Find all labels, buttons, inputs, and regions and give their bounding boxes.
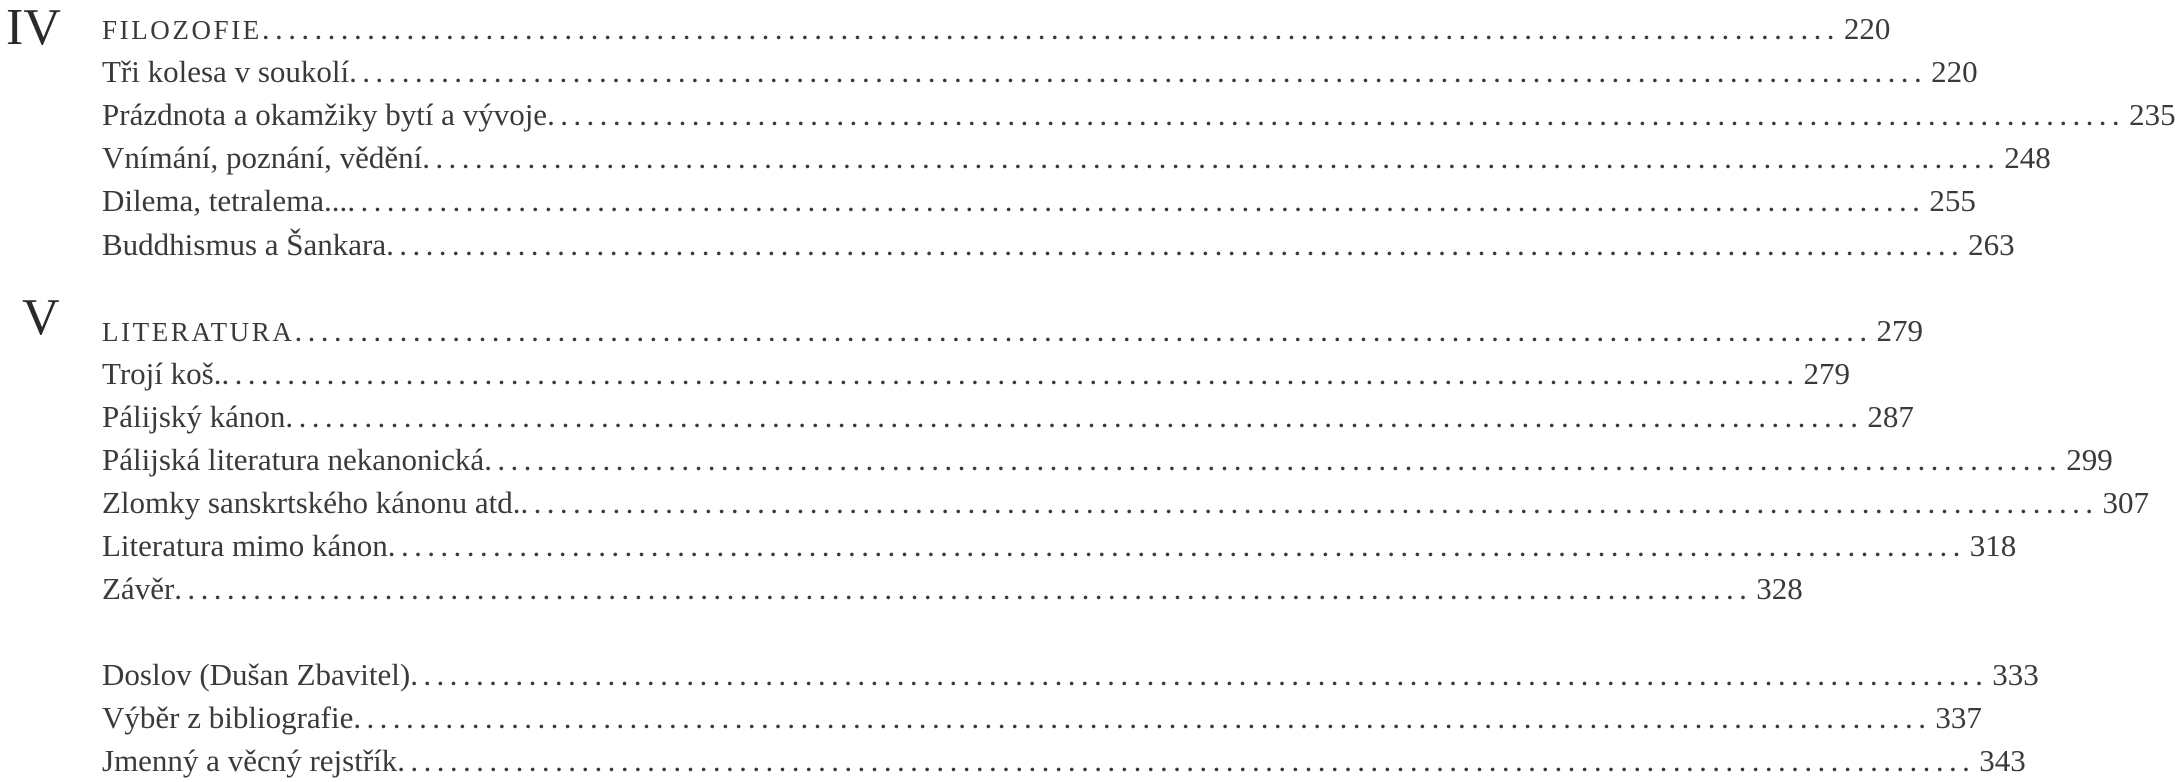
toc-entry[interactable] bbox=[102, 137, 2051, 179]
dot-leader: ........................................................................................................................ bbox=[484, 442, 2063, 477]
toc-entry[interactable] bbox=[102, 568, 1803, 610]
toc-entry-title: Závěr bbox=[102, 571, 175, 606]
toc-entry-page: 235 bbox=[2129, 97, 2176, 132]
dot-leader: ........................................................................................................................ bbox=[547, 97, 2126, 132]
toc-entry-page: 220 bbox=[1843, 11, 1891, 46]
toc-entry-page: 307 bbox=[2102, 485, 2149, 520]
toc-entry-page: 263 bbox=[1968, 227, 2015, 262]
part-numeral-v: V bbox=[22, 289, 60, 346]
toc-entry-title: Jmenný a věcný rejstřík bbox=[102, 743, 398, 778]
dot-leader: ........................................................................................................................ bbox=[221, 356, 1800, 391]
toc-entry-page: 220 bbox=[1931, 54, 1978, 89]
toc-entry-title: FILOZOFIE bbox=[102, 15, 262, 45]
toc-entry-page: 333 bbox=[1992, 657, 2039, 692]
dot-leader: ........................................................................................................................ bbox=[410, 657, 1989, 692]
dot-leader: ........................................................................................................................ bbox=[347, 183, 1926, 218]
toc-entry-title: Pálijská literatura nekanonická bbox=[102, 442, 485, 477]
toc-entry[interactable] bbox=[102, 310, 1923, 352]
toc-entry[interactable] bbox=[102, 525, 2017, 567]
toc-entry-title: Zlomky sanskrtského kánonu atd. bbox=[102, 485, 521, 520]
toc-entry-title: Výběr z bibliografie bbox=[102, 700, 354, 735]
toc-entry-page: 337 bbox=[1935, 700, 1982, 735]
toc-entry-title: Trojí koš. bbox=[102, 356, 222, 391]
toc-entry-page: 343 bbox=[1979, 743, 2026, 778]
toc-entry-page: 287 bbox=[1867, 399, 1914, 434]
part-numeral-iv: IV bbox=[6, 0, 61, 56]
toc-entry[interactable] bbox=[102, 697, 1982, 739]
dot-leader: ........................................................................................................................ bbox=[387, 528, 1966, 563]
toc-entry-page: 318 bbox=[1969, 528, 2017, 563]
toc-entry-title: Buddhismus a Šankara bbox=[102, 227, 387, 262]
dot-leader: ........................................................................................................................ bbox=[174, 571, 1753, 606]
dot-leader: ........................................................................................................................ bbox=[386, 227, 1965, 262]
dot-leader: ........................................................................................................................ bbox=[520, 485, 2099, 520]
toc-entry-title: Tři kolesa v soukolí bbox=[102, 54, 350, 89]
toc-entry-page: 299 bbox=[2066, 442, 2113, 477]
toc-entry[interactable] bbox=[102, 482, 2149, 524]
toc-entry[interactable] bbox=[102, 740, 2026, 782]
dot-leader: ........................................................................................................................ bbox=[294, 313, 1873, 348]
dot-leader: ........................................................................................................................ bbox=[422, 140, 2001, 175]
toc-entry-title: Dilema, tetralema... bbox=[102, 183, 348, 218]
toc-entry-title: Prázdnota a okamžiky bytí a vývoje bbox=[102, 97, 548, 132]
toc-entry-title: Pálijský kánon bbox=[102, 399, 286, 434]
toc-entry[interactable] bbox=[102, 654, 2039, 696]
toc-entry-page: 328 bbox=[1756, 571, 1803, 606]
toc-entry-page: 279 bbox=[1803, 356, 1850, 391]
toc-entry[interactable] bbox=[102, 224, 2015, 266]
toc-entry-title: LITERATURA bbox=[102, 317, 295, 347]
dot-leader: ........................................................................................................................ bbox=[285, 399, 1864, 434]
toc-entry[interactable] bbox=[102, 8, 1891, 50]
toc-entry[interactable] bbox=[102, 94, 2176, 136]
toc-entry[interactable] bbox=[102, 396, 1914, 438]
dot-leader: ........................................................................................................................ bbox=[397, 743, 1976, 778]
toc-entry-title: Vnímání, poznání, vědění bbox=[102, 140, 423, 175]
dot-leader: ........................................................................................................................ bbox=[261, 11, 1840, 46]
dot-leader: ........................................................................................................................ bbox=[349, 54, 1928, 89]
toc-entry-page: 248 bbox=[2004, 140, 2051, 175]
toc-entry[interactable] bbox=[102, 439, 2113, 481]
toc-entry[interactable] bbox=[102, 180, 1976, 222]
toc-entry-title: Literatura mimo kánon bbox=[102, 528, 388, 563]
toc-entry-page: 279 bbox=[1876, 313, 1923, 348]
toc-entry-title: Doslov (Dušan Zbavitel) bbox=[102, 657, 411, 692]
toc-entry-page: 255 bbox=[1929, 183, 1976, 218]
toc-entry[interactable] bbox=[102, 353, 1850, 395]
dot-leader: ........................................................................................................................ bbox=[353, 700, 1932, 735]
toc-entry[interactable] bbox=[102, 51, 1978, 93]
